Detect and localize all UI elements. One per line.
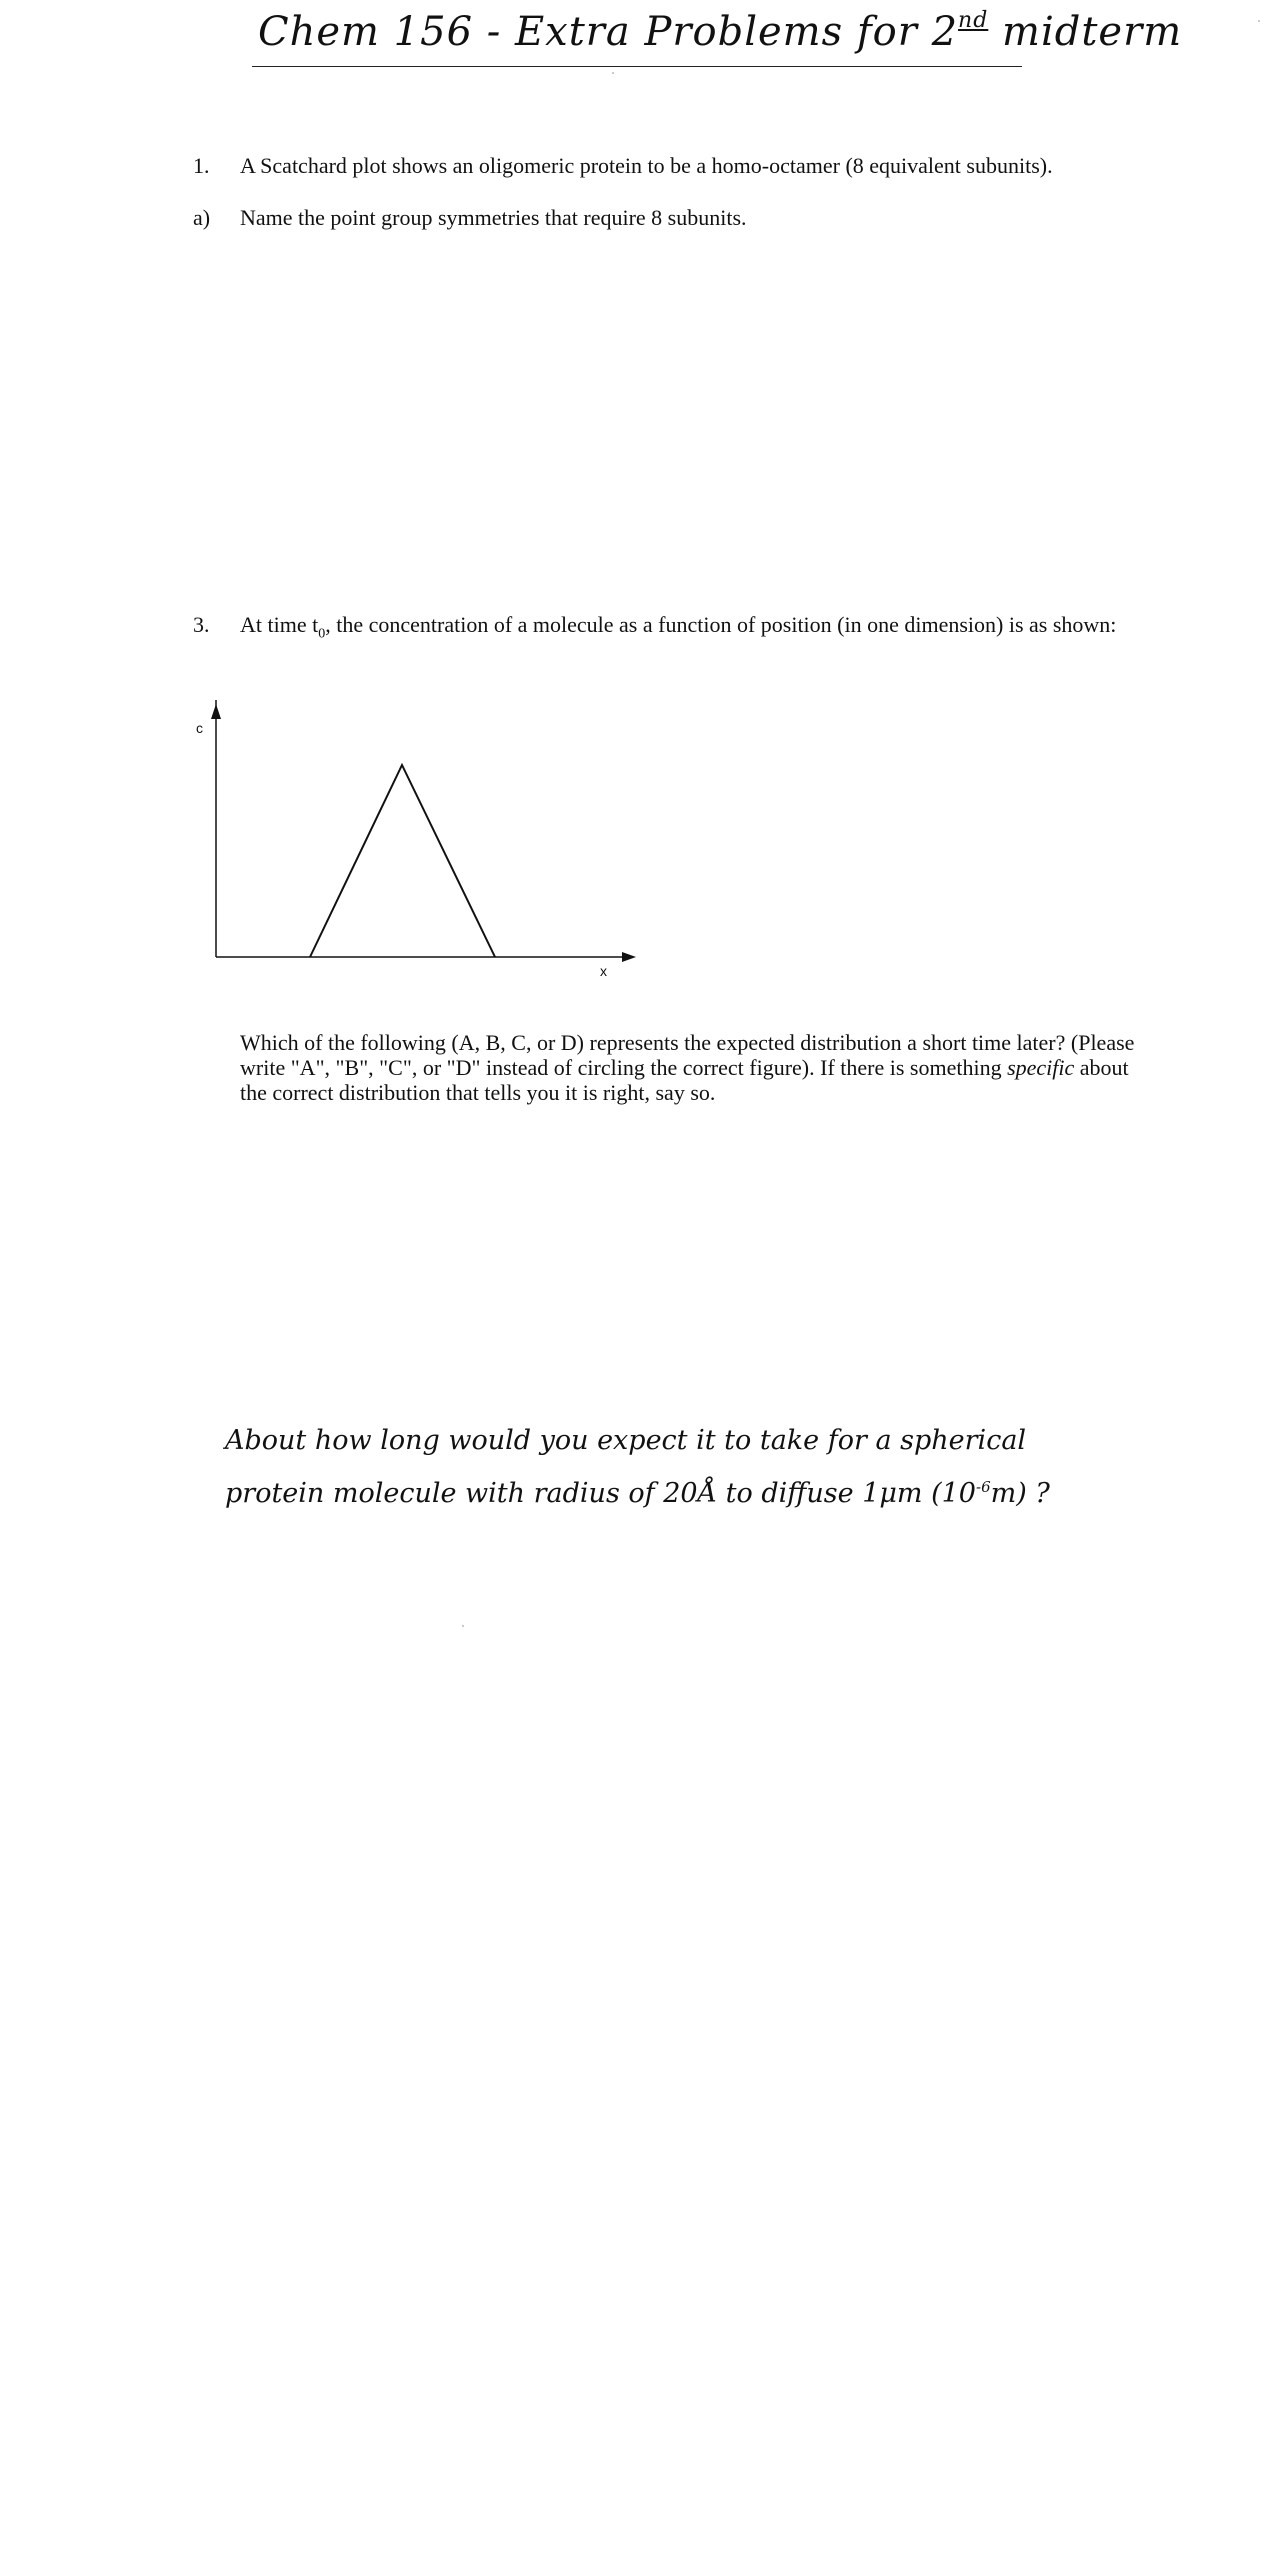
handwritten-line-2: protein molecule with radius of 20Å to diffuse 1μm $(10^{-6}m)$ ? (225, 1478, 1050, 1509)
handwritten-question (225, 1418, 1185, 1517)
handwritten-line-1: About how long would you expect it to take for a spherical (225, 1425, 1027, 1456)
y-axis-label: c (196, 720, 203, 736)
question-3-text: At time $t_0$, the concentration of a molecule as a function of position (in one dimension) is as shown: (240, 612, 1117, 642)
stray-mark (612, 72, 614, 74)
question-1a-label: a) (193, 205, 211, 230)
title-tail: midterm (988, 9, 1183, 55)
question-3-number: 3. (193, 612, 210, 637)
concentration-graph (180, 700, 660, 980)
question-1-text: A Scatchard plot shows an oligomeric protein to be a homo-octamer (8 equivalent subunits). (240, 153, 1053, 178)
stray-mark (462, 1625, 464, 1627)
y-axis-arrow (211, 704, 221, 719)
stray-mark (1258, 20, 1260, 22)
title-text: Chem 156 - Extra Problems for 2 (258, 9, 959, 55)
title-underline (252, 66, 1022, 67)
question-1a-text: Name the point group symmetries that require 8 subunits. (240, 205, 747, 230)
page-title (258, 8, 1183, 55)
question-3-followup: Which of the following (A, B, C, or D) represents the expected distribution a short time later? (Please write "A", "B", "C", or "D" instead of circling the correct figure). If there is something specific about the correct distribution that tells you it is right, say so. (240, 1030, 1135, 1105)
question-1-number: 1. (193, 153, 210, 178)
x-axis-arrow (622, 952, 636, 962)
concentration-profile (310, 765, 495, 957)
x-axis-label: x (600, 963, 607, 979)
title-superscript: nd (958, 8, 989, 33)
